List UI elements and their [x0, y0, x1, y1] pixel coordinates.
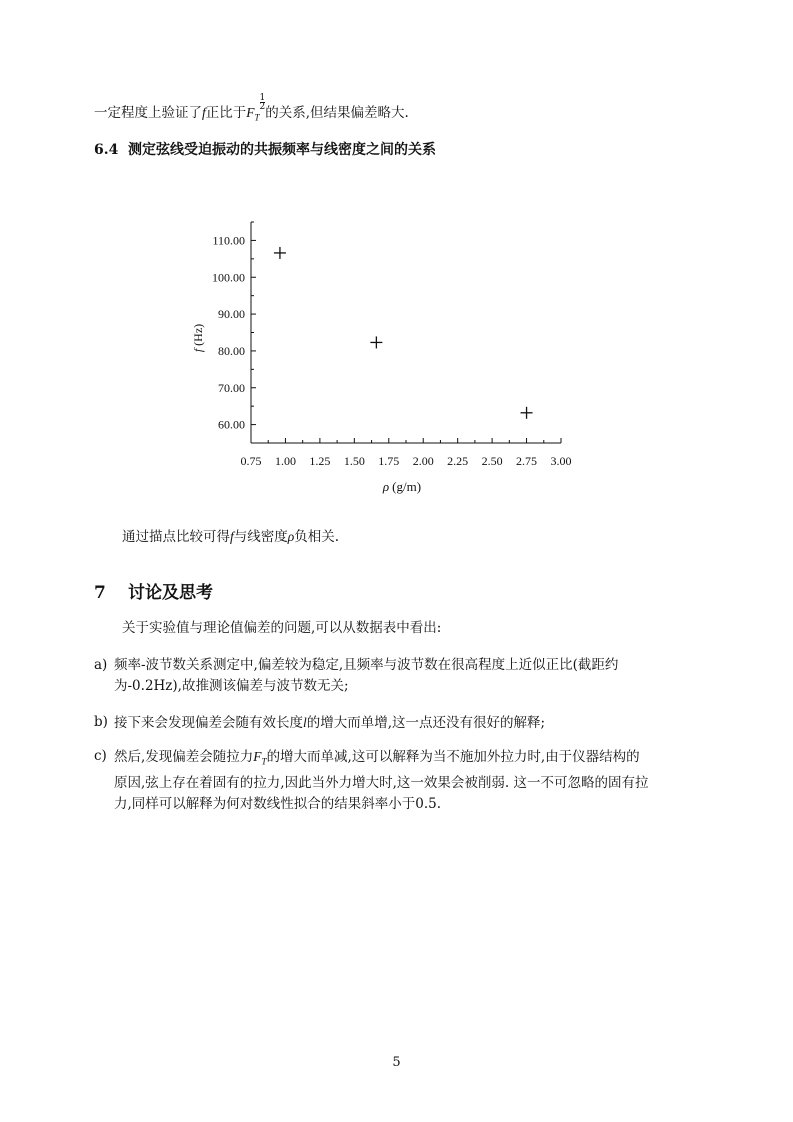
item-label: a) [94, 657, 108, 673]
var-f: f [230, 529, 234, 544]
y-ticks [212, 222, 256, 443]
x-tick-label: 1.75 [378, 454, 400, 468]
var-f: f [202, 105, 206, 120]
list-item-c [94, 746, 700, 815]
y-tick-label: 110.00 [212, 233, 245, 248]
section-heading-7 [94, 578, 213, 603]
section-number: 7 [94, 583, 106, 603]
x-tick-label: 1.50 [343, 454, 365, 468]
chart-axes [251, 222, 561, 443]
section-number: 6.4 [94, 142, 119, 158]
x-tick-label: 3.00 [550, 454, 572, 468]
data-point [274, 247, 286, 259]
y-tick-label: 80.00 [218, 343, 245, 358]
frequency-density-chart [0, 0, 793, 520]
data-points [274, 247, 533, 419]
y-tick-label: 60.00 [218, 417, 245, 432]
list-item-b [94, 712, 700, 734]
section-title: 测定弦线受迫振动的共振频率与线密度之间的关系 [128, 142, 436, 158]
item-body [114, 746, 700, 815]
data-point [521, 407, 533, 419]
var-F: F [246, 105, 255, 120]
item-body [114, 712, 700, 734]
item-line: 原因,弦上存在着固有的拉力,因此当外力增大时,这一效果会被削弱. 这一不可忽略的固有拉 [114, 774, 649, 791]
x-tick-label: 1.00 [274, 454, 296, 468]
intro-suffix: 的关系,但结果偏差略大. [265, 105, 409, 121]
var-rho: ρ [287, 529, 295, 544]
var-F: F [253, 749, 262, 764]
x-axis-var: ρ [382, 479, 390, 494]
section-title: 讨论及思考 [128, 583, 213, 603]
item-line [114, 746, 700, 773]
item-c-prefix: 然后,发现偏差会随拉力 [114, 749, 254, 765]
item-b-suffix: 的增大而单增,这一点还没有很好的解释; [306, 715, 546, 731]
item-label: c) [94, 748, 107, 764]
x-tick-label: 2.00 [412, 454, 434, 468]
chart-note-prefix: 通过描点比较可得 [122, 529, 230, 545]
x-axis-label [382, 479, 421, 494]
chart-note-suffix: 负相关. [294, 529, 340, 545]
page-number: 5 [392, 1055, 401, 1070]
x-axis-unit: (g/m) [392, 479, 422, 494]
chart-note [122, 527, 339, 547]
item-line: 为-0.2Hz),故推测该偏差与波节数无关; [114, 678, 349, 694]
y-tick-label: 90.00 [218, 307, 245, 322]
y-tick-label: 70.00 [218, 380, 245, 395]
x-tick-label: 0.75 [240, 454, 262, 468]
intro-mid: 正比于 [205, 105, 247, 121]
sub-T: T [261, 756, 267, 767]
x-tick-label: 2.50 [481, 454, 503, 468]
item-body [114, 655, 700, 697]
section-7-intro: 关于实验值与理论值偏差的问题,可以从数据表中看出: [122, 620, 442, 636]
x-tick-label: 2.75 [516, 454, 538, 468]
y-tick-label: 100.00 [212, 270, 245, 285]
item-line: 频率-波节数关系测定中,偏差较为稳定,且频率与波节数在很高程度上近似正比(截距约 [114, 657, 619, 673]
x-tick-label: 1.25 [309, 454, 331, 468]
list-item-a [94, 655, 700, 697]
data-point [370, 336, 382, 348]
exponent-numerator: 1 [259, 93, 266, 103]
y-axis-unit: (Hz) [191, 323, 205, 346]
item-b-prefix: 接下来会发现偏差会随有效长度 [114, 715, 303, 731]
chart-note-mid: 与线密度 [233, 529, 288, 545]
item-c-suffix: 的增大而单减,这可以解释为当不施加外拉力时,由于仪器结构的 [266, 749, 640, 765]
sub-T: T [254, 112, 260, 123]
item-label: b) [94, 714, 108, 730]
exponent-denominator: 2 [259, 102, 266, 112]
item-line: 力,同样可以解释为何对数线性拟合的结果斜率小于0.5. [114, 795, 442, 812]
intro-prefix: 一定程度上验证了 [94, 105, 202, 121]
var-l: l [303, 715, 307, 730]
x-tick-label: 2.25 [447, 454, 469, 468]
y-axis-label [191, 324, 205, 352]
y-axis-var: f [191, 348, 205, 353]
